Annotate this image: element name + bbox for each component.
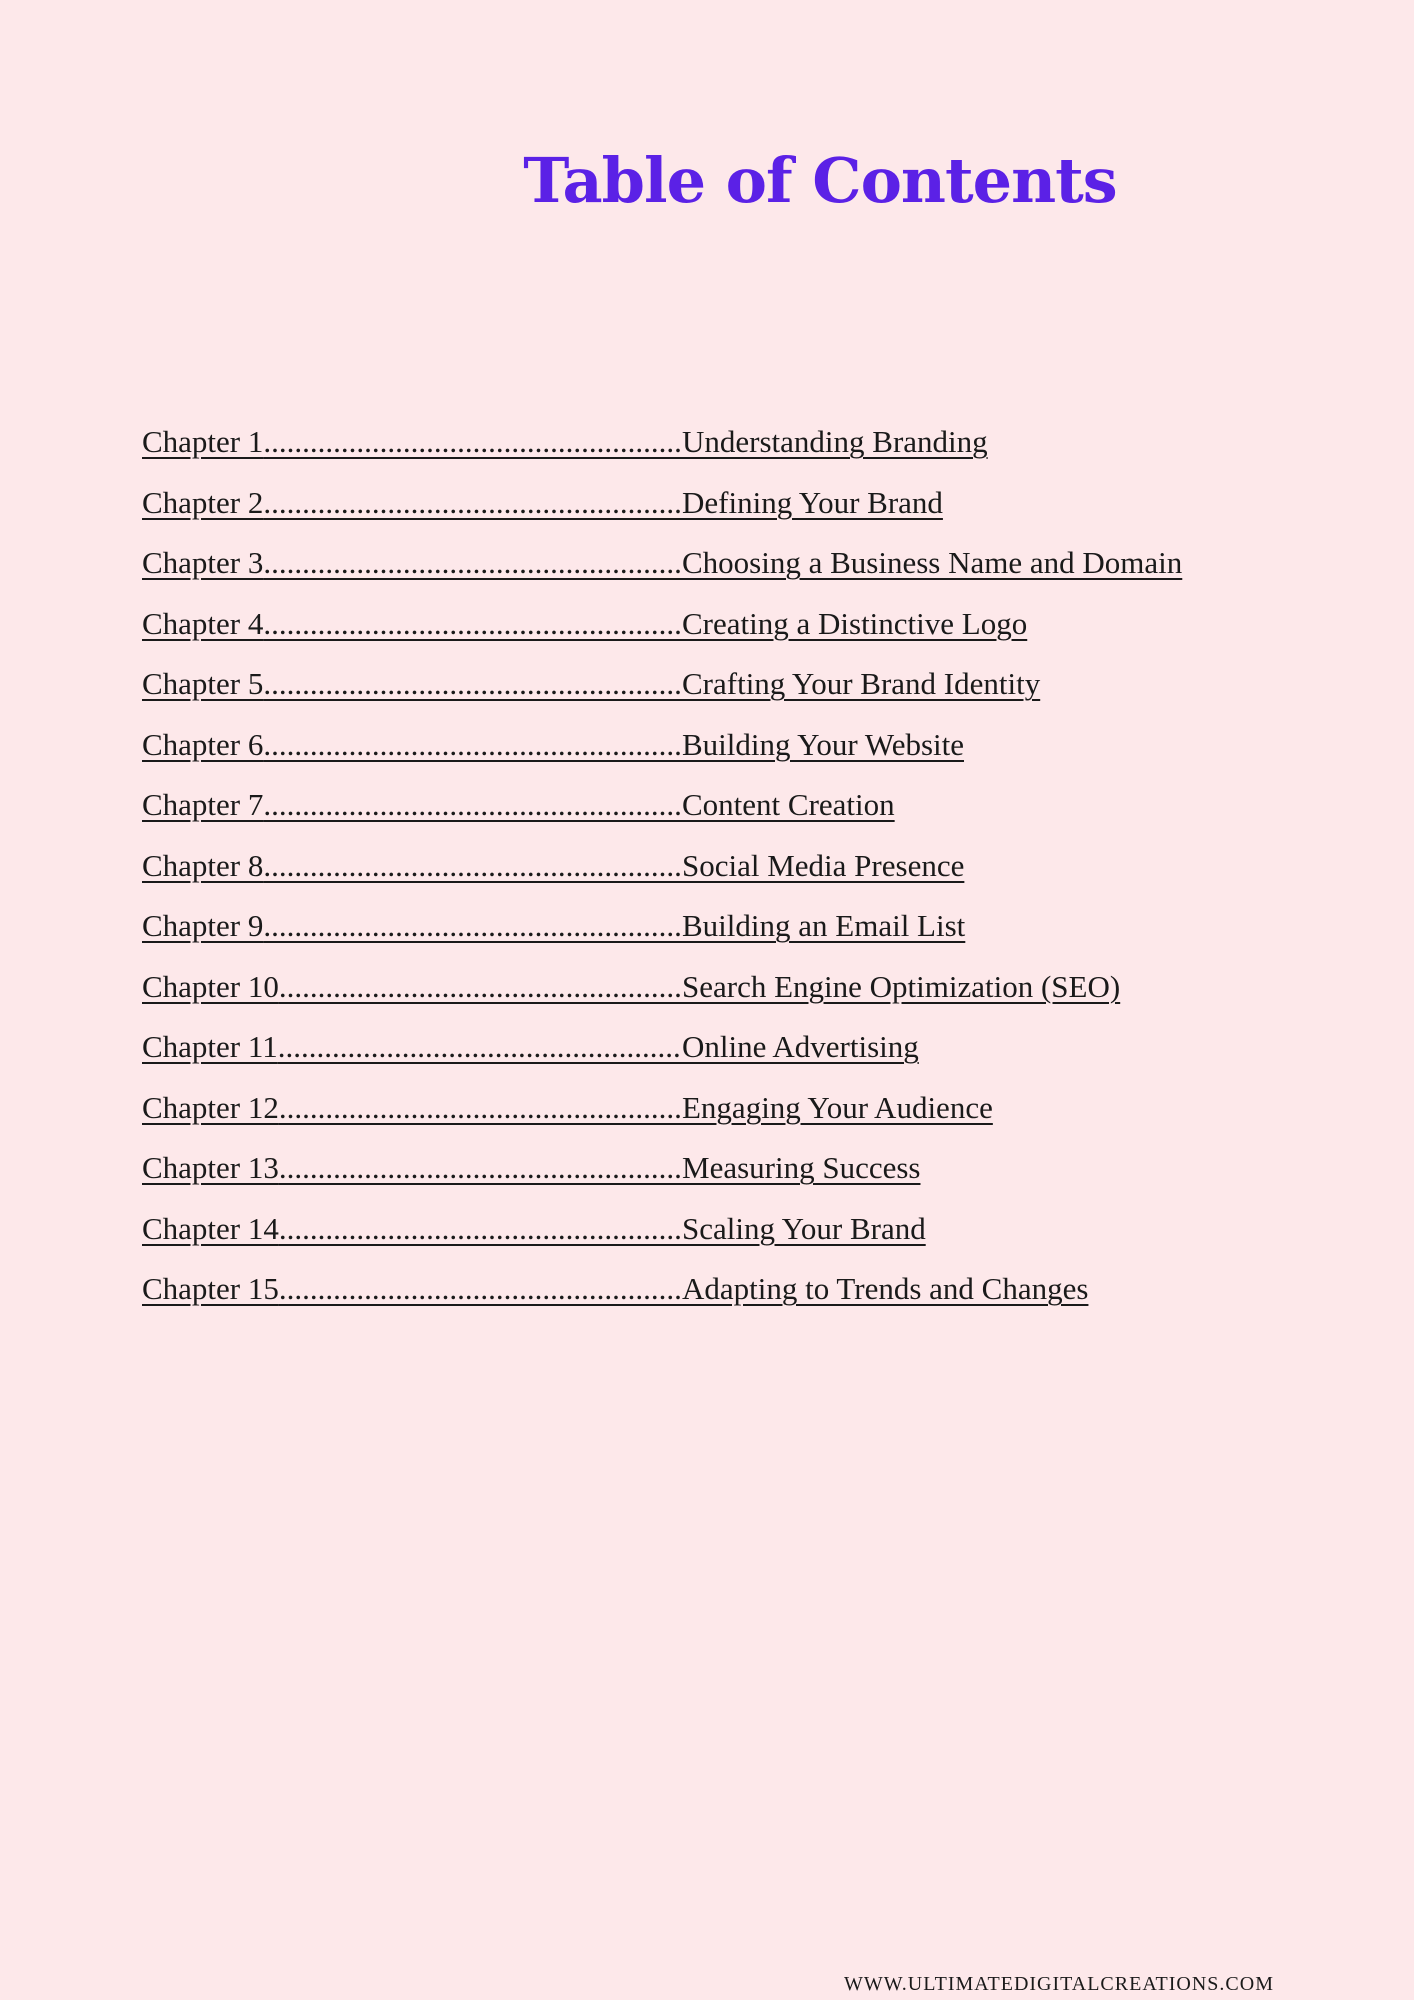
page-title: Table of Contents (523, 144, 1117, 217)
toc-chapter-title: Search Engine Optimization (SEO) (682, 968, 1121, 1004)
toc-row (142, 654, 1342, 715)
toc-chapter-title: Understanding Branding (682, 424, 988, 460)
toc-link-chapter-6[interactable] (142, 727, 964, 763)
toc-row (142, 896, 1342, 957)
toc-row (142, 412, 1342, 473)
toc-row (142, 836, 1342, 897)
toc-chapter-label: Chapter 3 ..... (142, 545, 682, 581)
toc-chapter-label: Chapter 8 ..... (142, 848, 682, 884)
toc-chapter-label: Chapter 14 ..... (142, 1211, 682, 1247)
toc-chapter-title: Social Media Presence (682, 847, 965, 883)
toc-link-chapter-4[interactable] (142, 606, 1027, 642)
toc-chapter-title: Adapting to Trends and Changes (682, 1271, 1089, 1307)
toc-chapter-title: Building Your Website (682, 726, 964, 762)
toc-row (142, 1017, 1342, 1078)
toc-link-chapter-14[interactable] (142, 1211, 926, 1247)
toc-chapter-label: Chapter 12 ..... (142, 1090, 682, 1126)
toc-link-chapter-1[interactable] (142, 424, 988, 460)
toc-link-chapter-15[interactable] (142, 1271, 1088, 1307)
toc-chapter-label: Chapter 15 ..... (142, 1271, 682, 1307)
toc-chapter-label: Chapter 6 ..... (142, 727, 682, 763)
toc-chapter-label: Chapter 4 ..... (142, 606, 682, 642)
toc-link-chapter-3[interactable] (142, 545, 1182, 581)
toc-link-chapter-13[interactable] (142, 1150, 920, 1186)
toc-link-chapter-12[interactable] (142, 1090, 993, 1126)
toc-chapter-title: Measuring Success (682, 1150, 921, 1186)
toc-chapter-label: Chapter 7 ..... (142, 787, 682, 823)
toc-chapter-title: Building an Email List (682, 908, 966, 944)
toc-chapter-title: Defining Your Brand (682, 484, 943, 520)
toc-chapter-title: Online Advertising (682, 1029, 919, 1065)
toc-row (142, 594, 1342, 655)
toc-link-chapter-8[interactable] (142, 848, 964, 884)
toc-link-chapter-11[interactable] (142, 1029, 919, 1065)
toc-chapter-label: Chapter 1 ..... (142, 424, 682, 460)
toc-chapter-title: Creating a Distinctive Logo (682, 605, 1028, 641)
toc-row (142, 715, 1342, 776)
toc-chapter-title: Choosing a Business Name and Domain (682, 545, 1183, 581)
toc-row (142, 1138, 1342, 1199)
toc-link-chapter-9[interactable] (142, 908, 965, 944)
toc-chapter-title: Content Creation (682, 787, 895, 823)
toc-link-chapter-2[interactable] (142, 485, 943, 521)
toc-row (142, 1199, 1342, 1260)
toc-link-chapter-10[interactable] (142, 969, 1120, 1005)
toc-chapter-label: Chapter 2 ..... (142, 485, 682, 521)
toc-chapter-label: Chapter 9 ..... (142, 908, 682, 944)
toc-chapter-label: Chapter 11 ..... (142, 1029, 682, 1065)
table-of-contents (142, 412, 1342, 1320)
toc-chapter-label: Chapter 5 ..... (142, 666, 682, 702)
toc-chapter-title: Crafting Your Brand Identity (682, 666, 1041, 702)
toc-chapter-label: Chapter 13 ..... (142, 1150, 682, 1186)
toc-row (142, 473, 1342, 534)
toc-row (142, 775, 1342, 836)
toc-row (142, 533, 1342, 594)
toc-link-chapter-5[interactable] (142, 666, 1040, 702)
toc-row (142, 957, 1342, 1018)
toc-row (142, 1259, 1342, 1320)
toc-chapter-label: Chapter 10 ..... (142, 969, 682, 1005)
toc-chapter-title: Engaging Your Audience (682, 1089, 993, 1125)
toc-link-chapter-7[interactable] (142, 787, 895, 823)
toc-row (142, 1078, 1342, 1139)
footer-website-url: WWW.ULTIMATEDIGITALCREATIONS.COM (844, 1973, 1274, 1995)
toc-chapter-title: Scaling Your Brand (682, 1210, 926, 1246)
